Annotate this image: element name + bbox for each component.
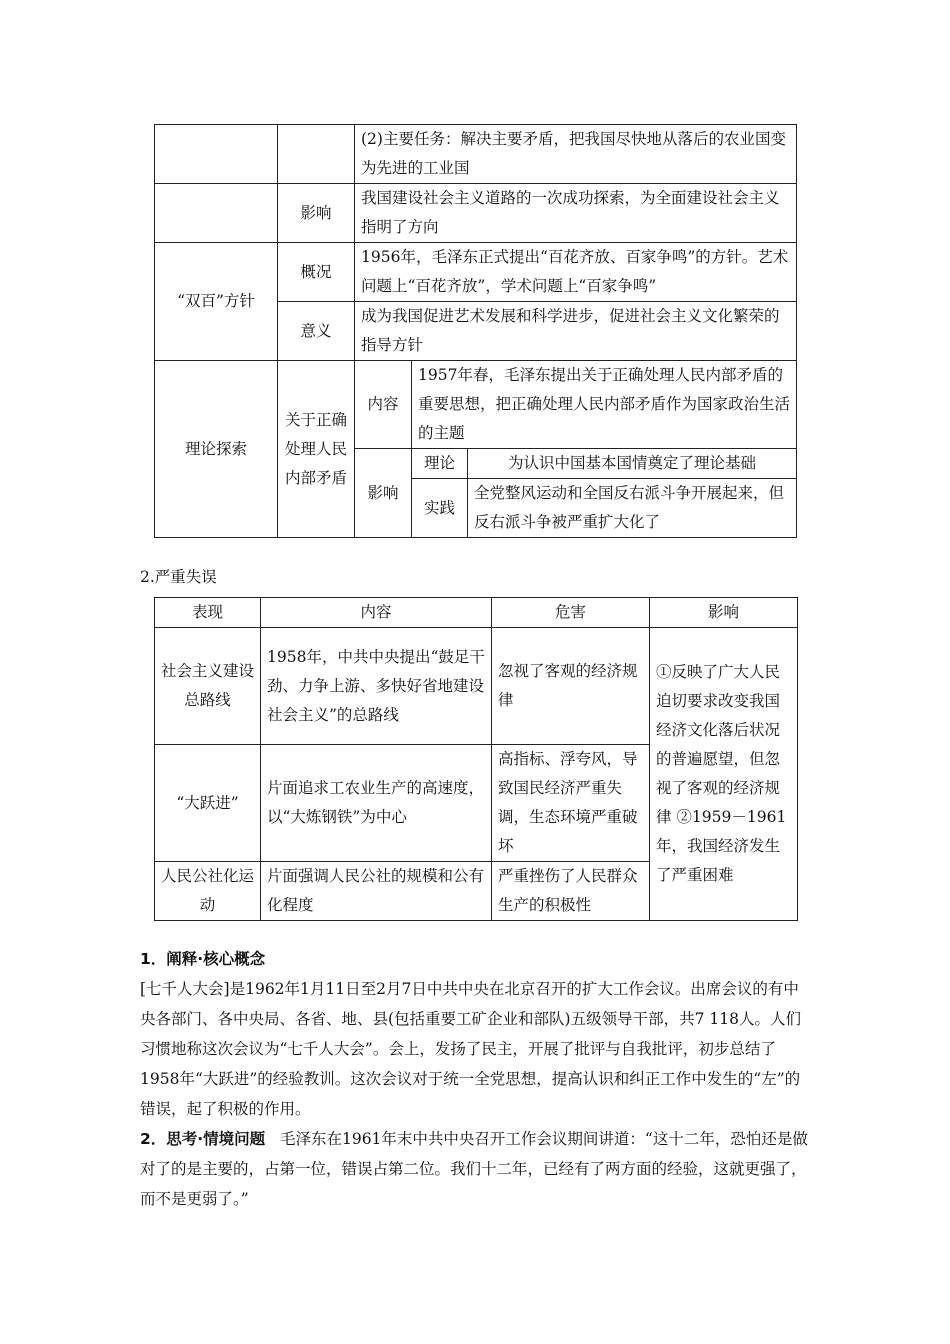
contradiction-label: 关于正确处理人民内部矛盾 [278,361,355,538]
row-content: 片面追求工农业生产的高速度，以“大炼钢铁”为中心 [261,745,492,862]
content-text: 1957年春，毛泽东提出关于正确处理人民内部矛盾的重要思想，把正确处理人民内部矛盾作为国家政治生活的主题 [412,361,797,449]
row-harm: 高指标、浮夸风，导致国民经济严重失调，生态环境严重破坏 [492,745,650,862]
empty-cell [155,184,278,243]
impact-cell: ①反映了广大人民迫切要求改变我国经济文化落后状况的普遍愿望，但忽视了客观的经济规律 ②1959－1961年，我国经济发生了严重困难 [650,628,798,921]
row-harm: 忽视了客观的经济规律 [492,628,650,745]
practice-content: 全党整风运动和全国反右派斗争开展起来，但反右派斗争被严重扩大化了 [468,479,797,538]
row-label: 社会主义建设总路线 [155,628,261,745]
row-content: 片面强调人民公社的规模和公有化程度 [261,862,492,921]
row-label: “大跃进” [155,745,261,862]
overview-label: 概况 [278,243,355,302]
theory-sub-content: 为认识中国基本国情奠定了理论基础 [468,449,797,479]
section-title: 2.严重失误 [140,568,217,586]
theory-label: 理论探索 [155,361,278,538]
empty-cell [278,125,355,184]
notes-section [140,944,810,1214]
significance-content: 成为我国促进艺术发展和科学进步，促进社会主义文化繁荣的指导方针 [355,302,797,361]
concept-title: 1．阐释·核心概念 [140,950,266,968]
thinking-paragraph [140,1124,810,1214]
row-harm: 严重挫伤了人民群众生产的积极性 [492,862,650,921]
influence-label: 影响 [355,449,412,538]
concept-text: [七千人大会]是1962年1月11日至2月7日中共中央在北京召开的扩大工作会议。出席会议的有中央各部门、各中央局、各省、地、县(包括重要工矿企业和部队)五级领导干部，共7 118人。人们习惯地称这次会议为“七千人大会”。会上，发扬了民主，开展了批评与自我批评，初步总结了1958年“大跃进”的经验教训。这次会议对于统一全党思想，提高认识和纠正工作中发生的“左”的错误，起了积极的作用。 [140,980,801,1118]
empty-cell [155,125,278,184]
row-label: 人民公社化运动 [155,862,261,921]
header-cell: 表现 [155,598,261,628]
policy-table [154,124,797,538]
practice-label: 实践 [412,479,468,538]
impact-content: 我国建设社会主义道路的一次成功探索，为全面建设社会主义指明了方向 [355,184,797,243]
theory-sub-label: 理论 [412,449,468,479]
row-content: 1958年，中共中央提出“鼓足干劲、力争上游、多快好省地建设社会主义”的总路线 [261,628,492,745]
header-cell: 影响 [650,598,798,628]
overview-content: 1956年，毛泽东正式提出“百花齐放、百家争鸣”的方针。艺术问题上“百花齐放”，学术问题上“百家争鸣” [355,243,797,302]
shuangbai-label: “双百”方针 [155,243,278,361]
significance-label: 意义 [278,302,355,361]
mistakes-table [154,597,798,921]
header-cell: 内容 [261,598,492,628]
impact-label: 影响 [278,184,355,243]
header-cell: 危害 [492,598,650,628]
thinking-text: 毛泽东在1961年末中共中央召开工作会议期间讲道：“这十二年，恐怕还是做对了的是主要的，占第一位，错误占第二位。我们十二年，已经有了两方面的经验，这就更强了，而不是更弱了。” [140,1130,808,1208]
main-task-cell: (2)主要任务：解决主要矛盾，把我国尽快地从落后的农业国变为先进的工业国 [355,125,797,184]
thinking-title: 2．思考·情境问题 [140,1130,266,1148]
content-label: 内容 [355,361,412,449]
